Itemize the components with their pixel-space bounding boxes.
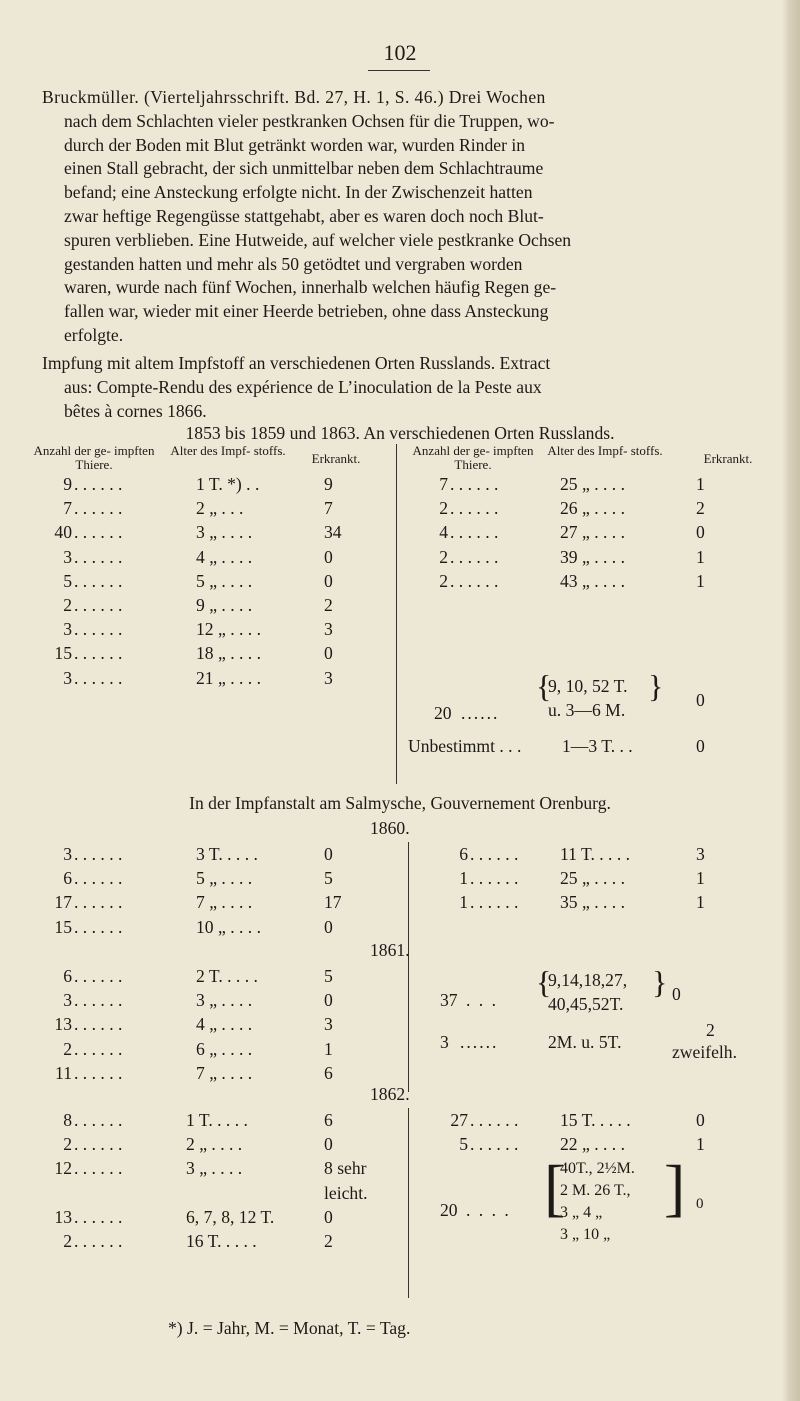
row-result: 0 [324,1134,333,1155]
row-count: 3 [63,990,72,1011]
special-result: 0 [696,690,705,710]
age-1861-2: 2M. u. 5T. [548,1032,622,1052]
text-line: nach dem Schlachten vieler pestkranken Ochsen für die Truppen, wo- [64,110,555,131]
dot-leader: . . . . . . [74,570,123,591]
paragraph-impfung [42,352,768,423]
row-result: 1 [696,474,705,494]
row-age: 35 „ . . . . [560,892,625,913]
row-count: 3 [63,619,72,640]
row-age: 22 „ . . . . [560,1134,625,1155]
dot-leader: . . . . . . [74,1038,123,1059]
row-count: 1 [459,868,468,889]
dot-leader: . . . . . . [74,990,123,1011]
dot-leader: . . . . . . [450,570,499,591]
dot-leader: ...... [461,703,500,723]
result-37: 0 [672,984,681,1004]
dot-leader: . . . . . . [74,1206,123,1227]
dot-leader: . . . . . . [470,844,519,864]
special-age-b: u. 3—6 M. [548,700,626,720]
dot-leader: . . . . . . [74,868,123,889]
row-result: 6 [324,1062,333,1083]
row-age: 25 „ . . . . [560,868,625,889]
year-1860: 1860. [370,818,410,838]
column-divider [408,1108,409,1298]
row-age: 12 „ . . . . [196,619,261,640]
year-1862: 1862. [370,1084,410,1104]
row-age: 16 T. . . . . [186,1231,257,1251]
row-age: 4 „ . . . . [196,1014,253,1035]
row-age: 18 „ . . . . [196,643,261,664]
brace-close: } [648,668,664,704]
age-1861-a: 9,14,18,27, [548,970,628,990]
age-1861-b: 40,45,52T. [548,994,624,1014]
text-line: einen Stall gebracht, der sich unmittelbar neben dem Schlachtraume [64,158,544,179]
text-line: befand; eine Ansteckung erfolgte nicht. In der Zwischenzeit hatten [64,182,533,203]
row-count: 4 [439,522,448,543]
row-count: 5 [459,1134,468,1155]
row-result: 0 [324,643,333,664]
row-result: 17 [324,892,342,913]
text-line: bêtes à cornes 1866. [64,400,207,421]
row-age: 6, 7, 8, 12 T. [186,1206,275,1227]
age-1862-0: 40T., 2½M. [560,1160,635,1177]
text-line: Bruckmüller. (Vierteljahrsschrift. Bd. 27, H. 1, S. 46.) Drei Wochen [42,87,546,107]
header-alter-right: Alter des Impf- stoffs. [547,443,663,458]
row-result: 1 [696,570,705,591]
row-result: 0 [324,546,333,567]
row-result: 5 [324,966,333,986]
row-age: 7 „ . . . . [196,1062,253,1083]
dot-leader: . . . . . . [450,474,499,494]
row-age: 10 „ . . . . [196,916,261,937]
text-line: fallen war, wieder mit einer Heerde betrieben, ohne dass Ansteckung [64,301,549,322]
header-erkrankt-right: Erkrankt. [703,451,753,466]
row-count: 11 [55,1062,72,1083]
dot-leader: . . . . . . [74,667,123,688]
row-result: 3 [324,667,333,688]
row-age: 26 „ . . . . [560,498,625,519]
text-line: zwar heftige Regengüsse stattgehabt, aber es waren doch noch Blut- [64,205,544,226]
row-result: 0 [696,1110,705,1130]
row-result: 1 [696,1134,705,1155]
row-count: 2 [439,546,448,567]
row-result: 5 [324,868,333,889]
dot-leader: . . . . . . [470,1110,519,1130]
dot-leader: . . . . . . [74,498,123,519]
page-number: 102 [383,40,417,65]
row-count: 3 [63,546,72,567]
row-count: 13 [54,1206,72,1227]
row-age: 1 T. *) . . [196,474,260,494]
age-1862-2: 3 „ 4 „ [560,1204,603,1221]
year-1861: 1861. [370,940,410,960]
unknown-result: 0 [696,736,705,756]
row-result: 0 [324,570,333,591]
dot-leader: . . . . . . [74,1110,123,1130]
row-age: 3 „ . . . . [186,1158,243,1179]
result-3a: 2 [706,1020,715,1040]
row-result: 2 [696,498,705,519]
row-result: 0 [324,1206,333,1227]
column-divider [396,444,397,784]
row-result: 0 [696,522,705,543]
count-20: 20 [440,1200,458,1220]
row-age: 25 „ . . . . [560,474,625,494]
row-count: 3 [63,844,72,864]
row-age: 39 „ . . . . [560,546,625,567]
text-line: waren, wurde nach fünf Wochen, innerhalb welchen häufig Regen ge- [64,277,557,298]
dot-leader: . . . . . . [74,474,123,494]
row-result: 1 [696,546,705,567]
row-result: 1 [324,1038,333,1059]
dot-leader: . . . . . . [74,1158,123,1179]
row-age: 11 T. . . . . [560,844,631,864]
row-age: 43 „ . . . . [560,570,625,591]
dot-leader: . . . . . . [74,595,123,615]
row-count: 9 [63,474,72,494]
dot-leader: . . . . . . [74,1231,123,1251]
row-age: 3 „ . . . . [196,522,253,543]
brace-open: { [536,668,552,704]
dot-leader: . . . . . . [470,1134,519,1155]
row-age: 27 „ . . . . [560,522,625,543]
header-anzahl-left: Anzahl der ge- impften Thiere. [33,443,155,472]
column-divider [408,842,409,1092]
age-1862-1: 2 M. 26 T., [560,1182,631,1199]
row-result: 7 [324,498,333,519]
dot-leader: . . . . . . [74,1062,123,1083]
row-count: 2 [439,570,448,591]
row-count: 2 [63,595,72,615]
row-count: 17 [54,892,72,913]
row-age: 2 „ . . . . [186,1134,243,1155]
dot-leader: . . . . [466,1200,511,1220]
row-result: 1 [696,868,705,889]
brace-close: ] [664,1152,686,1223]
dot-leader: . . . . . . [74,546,123,567]
text-line: gestanden hatten und mehr als 50 getödtet und vergraben worden [64,253,523,274]
header-alter-left: Alter des Impf- stoffs. [170,443,286,458]
dot-leader: ...... [460,1032,499,1052]
special-count: 20 [434,703,452,723]
row-count: 2 [63,1134,72,1155]
row-result: 6 [324,1110,333,1130]
dot-leader: . . . . . . [74,966,123,986]
row-count: 2 [63,1231,72,1251]
dot-leader: . . . [466,990,498,1010]
dot-leader: . . . . . . [74,916,123,937]
row-result: 34 [324,522,342,543]
result-20: 0 [696,1196,704,1212]
row-age: 5 „ . . . . [196,570,253,591]
dot-leader: . . . . . . [74,619,123,640]
row-age: 9 „ . . . . [196,595,253,615]
unknown-age: 1—3 T. . . [562,736,633,756]
row-count: 6 [63,868,72,889]
row-count: 15 [54,643,72,664]
dot-leader: . . . . . . [74,643,123,664]
count-37: 37 [440,990,458,1010]
dot-leader: . . . . . . [450,498,499,519]
row-result: 3 [696,844,705,864]
unknown-label: Unbestimmt . . . [408,736,522,756]
row-age: 1 T. . . . . [186,1110,248,1130]
dot-leader: . . . . . . [450,522,499,543]
dot-leader: . . . . . . [470,868,519,889]
row-count: 12 [54,1158,72,1179]
dot-leader: . . . . . . [74,1134,123,1155]
footnote: *) J. = Jahr, M. = Monat, T. = Tag. [168,1318,411,1338]
section-title-russland: 1853 bis 1859 und 1863. An verschiedenen Orten Russlands. [185,423,615,443]
row-count: 7 [63,498,72,519]
row-result: 2 [324,595,333,615]
row-result: 8 sehr [324,1158,367,1179]
row-age: 6 „ . . . . [196,1038,253,1059]
count-3: 3 [440,1032,449,1052]
row-result: 0 [324,844,333,864]
row-age: 7 „ . . . . [196,892,253,913]
age-1862-3: 3 „ 10 „ [560,1226,611,1243]
text-line: erfolgte. [64,324,124,345]
dot-leader: . . . . . . [74,844,123,864]
row-count: 15 [54,916,72,937]
brace-open: [ [544,1152,566,1223]
row-count: 13 [54,1014,72,1035]
row-count: 7 [439,474,448,494]
brace-open: { [536,964,552,1000]
header-anzahl-right: Anzahl der ge- impften Thiere. [412,443,534,472]
text-line: aus: Compte-Rendu des expérience de L’inoculation de la Peste aux [64,376,542,397]
row-count: 3 [63,667,72,688]
row-count: 2 [63,1038,72,1059]
row-count: 6 [459,844,468,864]
result-3b: zweifelh. [672,1042,737,1062]
row-age: 5 „ . . . . [196,868,253,889]
paragraph-bruckmueller [42,86,768,348]
row-result: 1 [696,892,705,913]
row-age: 4 „ . . . . [196,546,253,567]
row-age: 15 T. . . . . [560,1110,631,1130]
row-result: 3 [324,1014,333,1035]
row-count: 5 [63,570,72,591]
row-count: 6 [63,966,72,986]
row-count: 27 [450,1110,468,1130]
row-age: 21 „ . . . . [196,667,261,688]
row-age: 3 „ . . . . [196,990,253,1011]
row-age: 2 T. . . . . [196,966,258,986]
text-line: Impfung mit altem Impfstoff an verschiedenen Orten Russlands. Extract [42,353,551,373]
dot-leader: . . . . . . [74,1014,123,1035]
dot-leader: . . . . . . [470,892,519,913]
row-count: 2 [439,498,448,519]
special-age-a: 9, 10, 52 T. [548,676,628,696]
row-count: 40 [54,522,72,543]
page-number-rule [368,70,430,71]
row-age: 3 T. . . . . [196,844,258,864]
text-line: spuren verblieben. Eine Hutweide, auf welcher viele pestkranke Ochsen [64,229,572,250]
dot-leader: . . . . . . [74,892,123,913]
dot-leader: . . . . . . [74,522,123,543]
row-result: 2 [324,1231,333,1251]
section-title-text: In der Impfanstalt am Salmysche, Gouvernement Orenburg. [189,793,611,813]
page-edge-shadow [782,0,800,1401]
row-result: 0 [324,916,333,937]
header-erkrankt-left: Erkrankt. [311,451,361,466]
row-result: 9 [324,474,333,494]
text-line: durch der Boden mit Blut getränkt worden war, wurden Rinder in [64,134,526,155]
section-title-salmysche [0,793,800,814]
row-age: 2 „ . . . [196,498,244,519]
row-count: 8 [63,1110,72,1130]
row-result: 3 [324,619,333,640]
brace-close: } [652,964,668,1000]
row-count: 1 [459,892,468,913]
row-result: leicht. [324,1182,368,1203]
row-result: 0 [324,990,333,1011]
dot-leader: . . . . . . [450,546,499,567]
